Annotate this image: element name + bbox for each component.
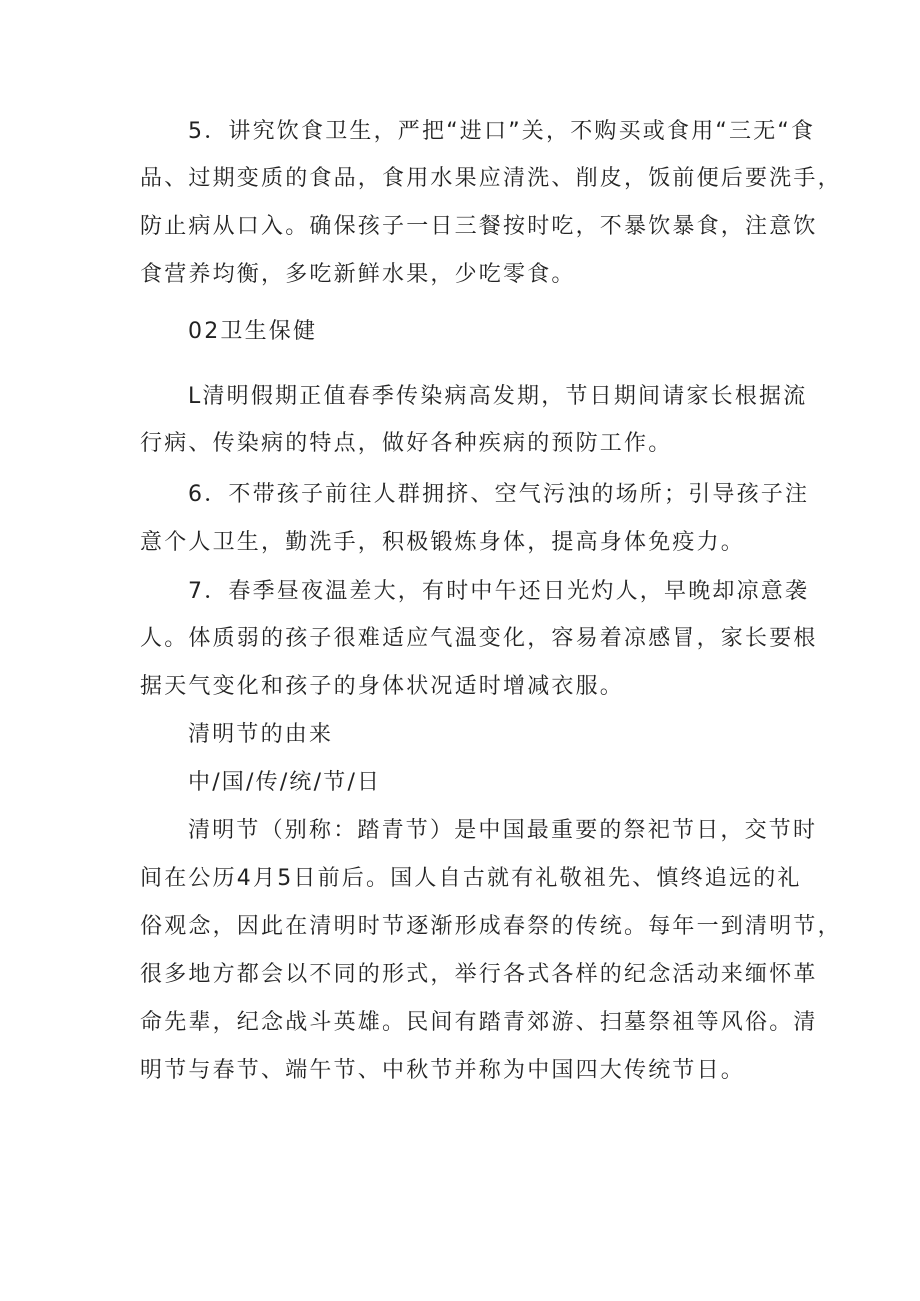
paragraph-6-line-1: 6．不带孩子前往人群拥挤、空气污浊的场所；引导孩子注 bbox=[188, 482, 810, 507]
paragraph-origin-line-1: 清明节（别称：踏青节）是中国最重要的祭祀节日，交节时 bbox=[188, 818, 818, 843]
paragraph-origin-line-2: 间在公历4月5日前后。国人自古就有礼敬祖先、慎终追远的礼 bbox=[140, 866, 802, 891]
paragraph-1-line-1: L清明假期正值春季传染病高发期，节日期间请家长根据流 bbox=[188, 384, 808, 409]
subheading-traditional-festival: 中/国/传/统/节/日 bbox=[188, 770, 382, 795]
paragraph-5-line-4: 食营养均衡，多吃新鲜水果，少吃零食。 bbox=[140, 262, 576, 287]
paragraph-7-line-3: 据天气变化和孩子的身体状况适时增减衣服。 bbox=[140, 674, 625, 699]
paragraph-7-line-1: 7．春季昼夜温差大，有时中午还日光灼人，早晚却凉意袭 bbox=[188, 579, 810, 604]
paragraph-5-line-3: 防止病从口入。确保孩子一日三餐按时吃，不暴饮暴食，注意饮 bbox=[140, 214, 818, 239]
paragraph-5-line-1: 5．讲究饮食卫生，严把“进口”关，不购买或食用“三无“食 bbox=[188, 119, 816, 144]
paragraph-5-line-2: 品、过期变质的食品，食用水果应清洗、削皮，饭前便后要洗手， bbox=[140, 166, 842, 191]
section-heading-origin: 清明节的由来 bbox=[188, 722, 334, 747]
paragraph-origin-line-3: 俗观念，因此在清明时节逐渐形成春祭的传统。每年一到清明节， bbox=[140, 914, 842, 939]
paragraph-origin-line-4: 很多地方都会以不同的形式，举行各式各样的纪念活动来缅怀革 bbox=[140, 962, 818, 987]
paragraph-6-line-2: 意个人卫生，勤洗手，积极锻炼身体，提高身体免疫力。 bbox=[140, 530, 746, 555]
paragraph-1-line-2: 行病、传染病的特点，做好各种疾病的预防工作。 bbox=[140, 431, 673, 456]
paragraph-origin-line-5: 命先辈，纪念战斗英雄。民间有踏青郊游、扫墓祭祖等风俗。清 bbox=[140, 1010, 818, 1035]
paragraph-7-line-2: 人。体质弱的孩子很难适应气温变化，容易着凉感冒，家长要根 bbox=[140, 626, 818, 651]
section-heading-hygiene: 02卫生保健 bbox=[188, 319, 318, 344]
paragraph-origin-line-6: 明节与春节、端午节、中秋节并称为中国四大传统节日。 bbox=[140, 1058, 746, 1083]
